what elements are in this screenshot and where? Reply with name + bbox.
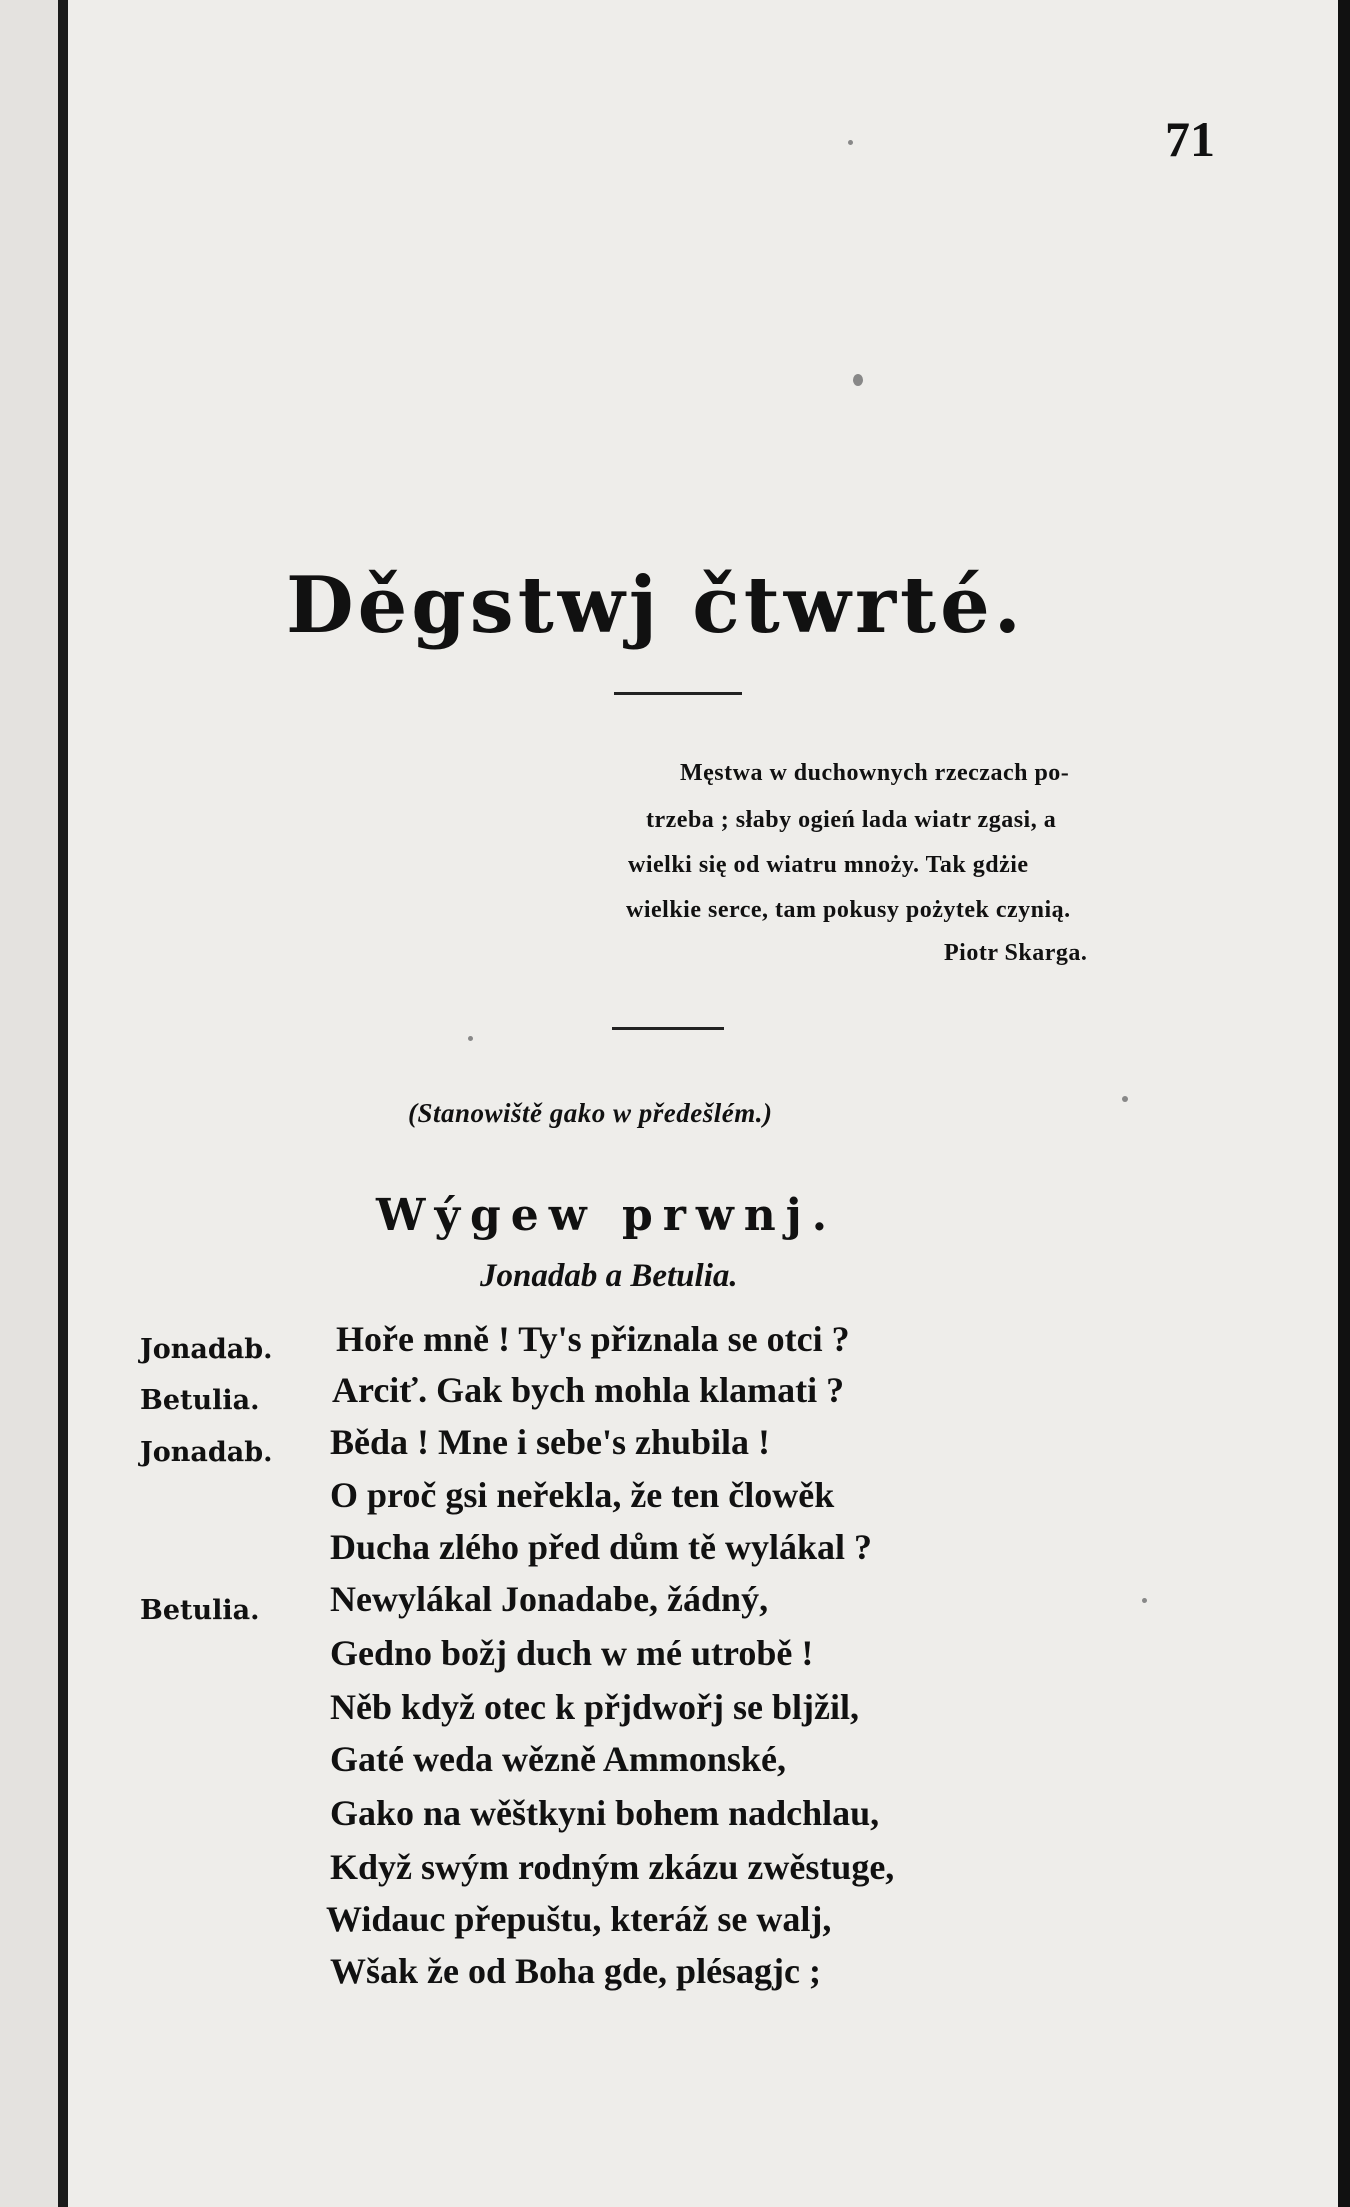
print-speck: [848, 140, 853, 145]
verse-line: Hoře mně ! Ty's přiznala se otci ?: [336, 1319, 850, 1359]
speaker-name: Betulia.: [140, 1595, 260, 1626]
epigraph-line: Męstwa w duchownych rzeczach po-: [680, 760, 1070, 786]
page-number: 71: [1165, 111, 1215, 167]
verse-line: Běda ! Mne i sebe's zhubila !: [330, 1422, 771, 1462]
epigraph-line: trzeba ; słaby ogień lada wiatr zgasi, a: [646, 807, 1057, 833]
verse-line: O proč gsi neřekla, že ten člowěk: [330, 1475, 835, 1515]
verse-line: Gako na wěštkyni bohem nadchlau,: [330, 1793, 880, 1833]
verse-line: Gaté weda wězně Ammonské,: [330, 1739, 786, 1779]
speaker-name: Jonadab.: [140, 1437, 273, 1468]
act-title: Děgstwj čtwrté.: [286, 560, 1025, 651]
verse-line: Arciť. Gak bych mohla klamati ?: [332, 1370, 845, 1410]
verse-line: Gedno božj duch w mé utrobě !: [330, 1633, 814, 1673]
print-speck: [853, 374, 863, 386]
verse-line: Wšak že od Boha gde, plésagjc ;: [330, 1951, 822, 1991]
gutter-shadow: [58, 0, 68, 2207]
speaker-name: Jonadab.: [140, 1334, 273, 1365]
epigraph-line: wielki się od wiatru mnoży. Tak gdżie: [628, 852, 1029, 878]
adjacent-page-edge: [0, 0, 58, 2207]
verse-line: Ducha zlého před dům tě wylákal ?: [330, 1527, 873, 1567]
verse-line: Newylákal Jonadabe, žádný,: [330, 1579, 769, 1619]
epigraph-author: Piotr Skarga.: [944, 940, 1088, 966]
print-speck: [468, 1036, 473, 1041]
verse-line: Když swým rodným zkázu zwěstuge,: [330, 1847, 895, 1887]
divider-rule: [612, 1027, 724, 1030]
book-page: [68, 0, 1338, 2207]
scene-characters: Jonadab a Betulia.: [480, 1258, 738, 1294]
verse-line: Něb když otec k přjdwořj se bljžil,: [330, 1687, 859, 1727]
print-speck: [1142, 1598, 1147, 1603]
divider-rule: [614, 692, 742, 695]
scene-title: Wýgew prwnj.: [376, 1190, 838, 1241]
stage-direction: (Stanowiště gako w předešlém.): [408, 1098, 773, 1128]
print-speck: [1122, 1096, 1128, 1102]
scan-border: [1338, 0, 1350, 2207]
epigraph-line: wielkie serce, tam pokusy pożytek czynią.: [626, 897, 1071, 923]
verse-line: Widauc přepuštu, kteráž se walj,: [326, 1899, 832, 1939]
speaker-name: Betulia.: [140, 1385, 260, 1416]
